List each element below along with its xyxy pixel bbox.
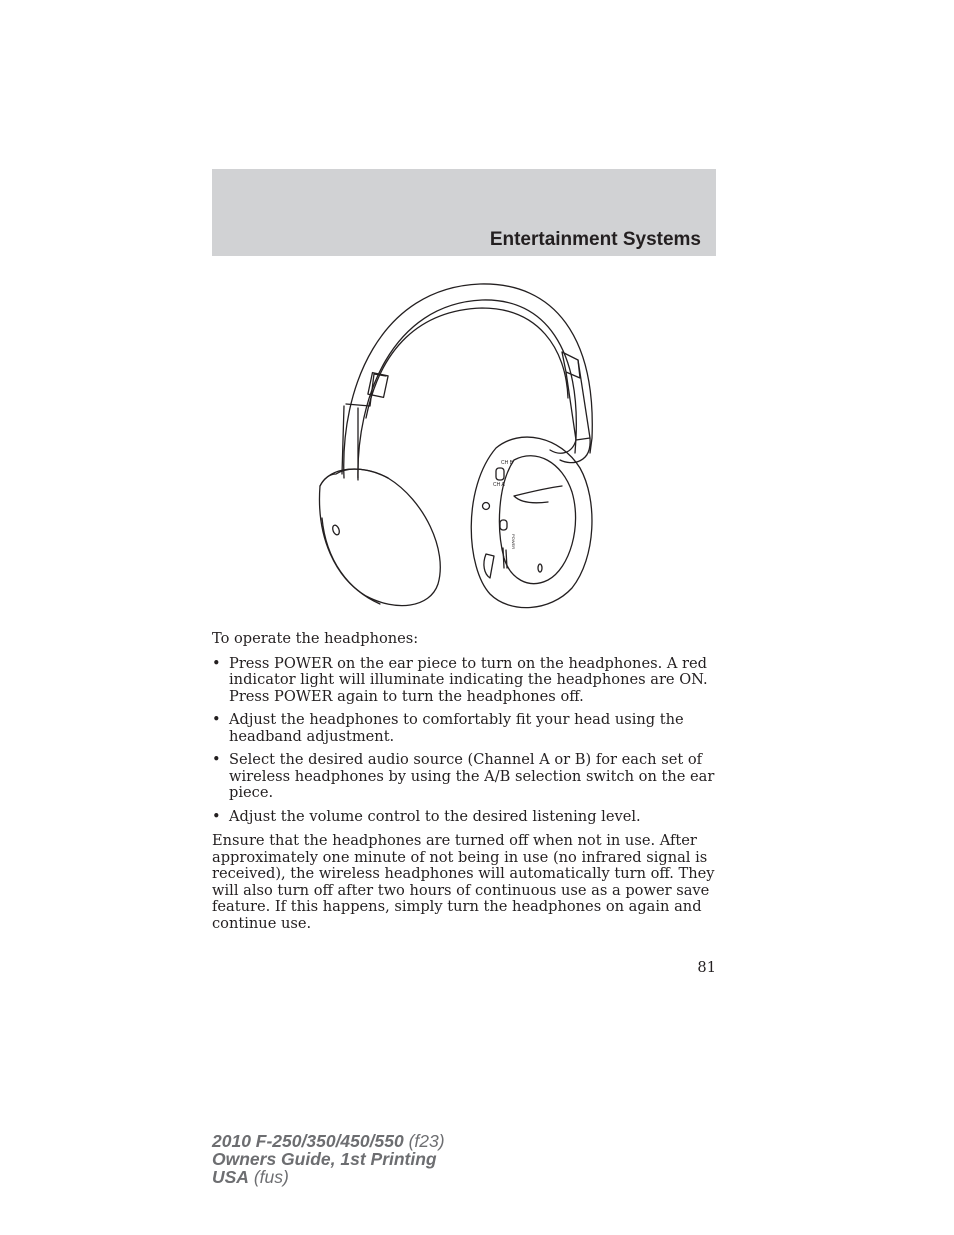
body-text bbox=[212, 631, 716, 932]
page-number: 81 bbox=[697, 959, 716, 976]
list-item bbox=[212, 752, 716, 802]
footer bbox=[212, 1132, 445, 1186]
switch-label-ch-b: CH B bbox=[501, 460, 513, 466]
list-item-text: Adjust the volume control to the desired listening level. bbox=[229, 807, 641, 825]
list-item bbox=[212, 656, 716, 706]
instruction-list bbox=[212, 656, 716, 826]
switch-label-ch-a: CH A bbox=[493, 482, 505, 488]
list-item-text: Press POWER on the ear piece to turn on the headphones. A red indicator light will illuminate indicating the headphones are ON. Press POWER again to turn the headphones off. bbox=[229, 654, 708, 705]
footer-line-model: 2010 F-250/350/450/550 (f23) bbox=[212, 1131, 445, 1151]
section-title: Entertainment Systems bbox=[489, 229, 701, 250]
closing-paragraph: Ensure that the headphones are turned off when not in use. After approximately one minute of not being in use (no infrared signal is received), the wireless headphones will automatically turn off. They will also turn off after two hours of continuous use as a power save feature. If this happens, simply turn the headphones on again and continue use. bbox=[212, 832, 715, 932]
bullet-icon: • bbox=[212, 654, 221, 672]
list-item-text: Adjust the headphones to comfortably fit your head using the headband adjustment. bbox=[229, 711, 684, 745]
footer-line-market: USA (fus) bbox=[212, 1167, 289, 1187]
list-item bbox=[212, 809, 716, 826]
list-item-text: Select the desired audio source (Channel A or B) for each set of wireless headphones by using the A/B selection switch on the ear piece. bbox=[229, 751, 715, 801]
list-item bbox=[212, 712, 716, 745]
intro-paragraph: To operate the headphones: bbox=[212, 630, 419, 647]
bullet-icon: • bbox=[212, 807, 221, 825]
wireless-headphones-icon bbox=[300, 278, 620, 618]
section-header-band bbox=[212, 169, 716, 256]
footer-line-printing: Owners Guide, 1st Printing bbox=[212, 1149, 437, 1169]
bullet-icon: • bbox=[212, 711, 221, 728]
bullet-icon: • bbox=[212, 751, 221, 768]
power-label: POWER bbox=[511, 534, 516, 550]
